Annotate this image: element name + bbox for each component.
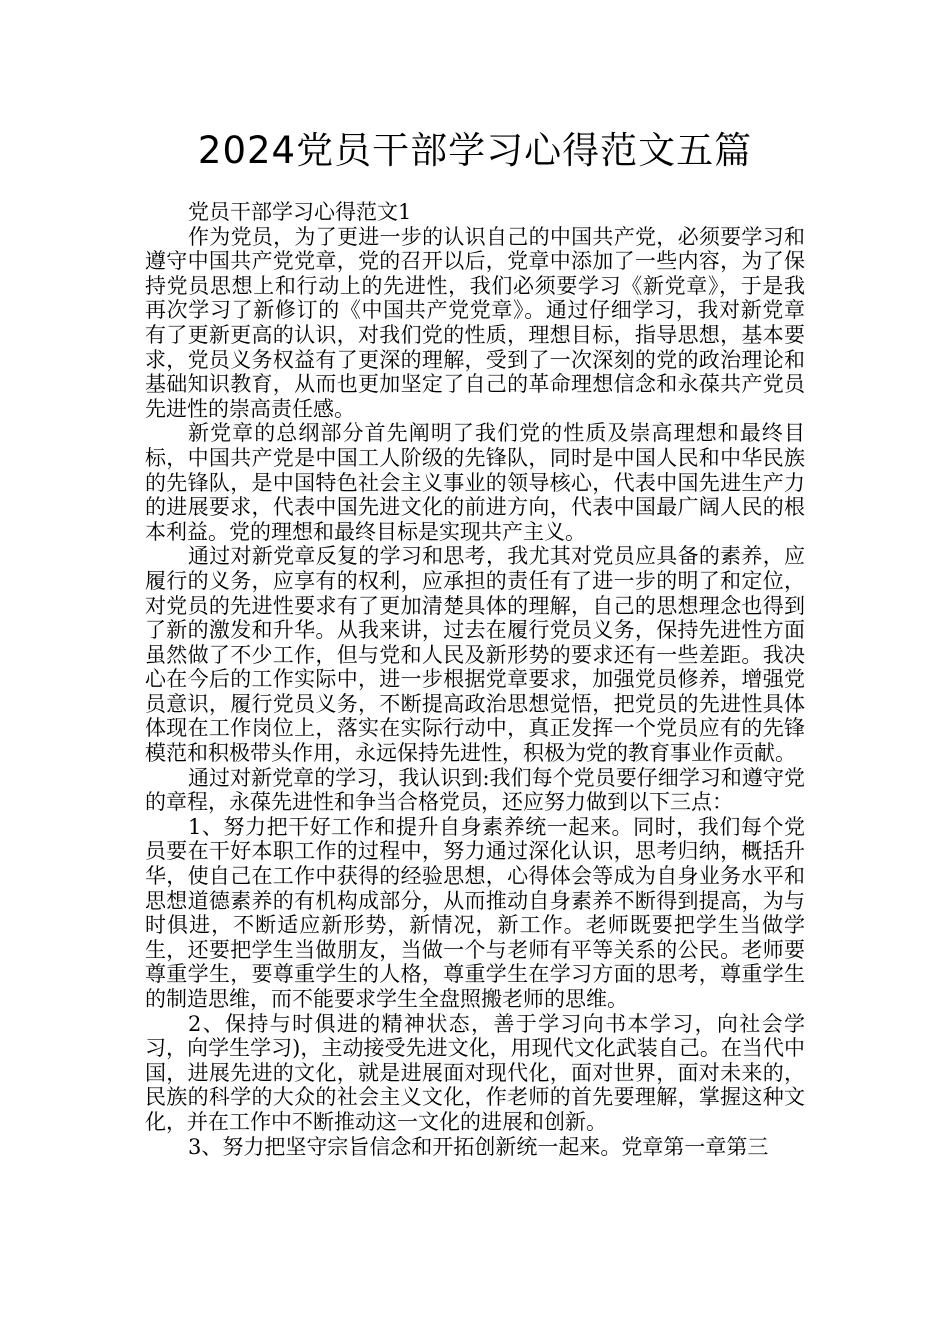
paragraph: 1、努力把干好工作和提升自身素养统一起来。同时，我们每个党员要在干好本职工作的过程中，努力通过深化认识，思考归纳，概括升华，使自己在工作中获得的经验思想，心得体会等成为自身业务水平和思想道德素养的有机构成部分，从而推动自身素养不断得到提高，为与时俱进，不断适应新形势，新情况，新工作。老师既要把学生当做学生，还要把学生当做朋友，当做一个与老师有平等关系的公民。老师要尊重学生，要尊重学生的人格，尊重学生在学习方面的思考，尊重学生的制造思维，而不能要求学生全盘照搬老师的思维。	[145, 814, 805, 1011]
paragraph: 作为党员，为了更进一步的认识自己的中国共产党，必须要学习和遵守中国共产党党章，党的召开以后，党章中添加了一些内容，为了保持党员思想上和行动上的先进性，我们必须要学习《新党章》，于是我再次学习了新修订的《中国共产党党章》。通过仔细学习，我对新党章有了更新更高的认识，对我们党的性质，理想目标，指导思想，基本要求，党员义务权益有了更深的理解，受到了一次深刻的党的政治理论和基础知识教育，从而也更加坚定了自己的革命理想信念和永葆共产党员先进性的崇高责任感。	[145, 224, 805, 421]
paragraph: 通过对新党章的学习，我认识到:我们每个党员要仔细学习和遵守党的章程，永葆先进性和争当合格党员，还应努力做到以下三点：	[145, 765, 805, 815]
paragraph: 2、保持与时俱进的精神状态，善于学习向书本学习，向社会学习，向学生学习)，主动接受先进文化，用现代文化武装自己。在当代中国，进展先进的文化，就是进展面对现代化，面对世界，面对未来的，民族的科学的大众的社会主义文化，作老师的首先要理解，掌握这种文化，并在工作中不断推动这一文化的进展和创新。	[145, 1011, 805, 1134]
section-heading: 党员干部学习心得范文1	[188, 200, 412, 224]
document-title: 2024党员干部学习心得范文五篇	[197, 129, 753, 172]
paragraph: 通过对新党章反复的学习和思考，我尤其对党员应具备的素养，应履行的义务，应享有的权利，应承担的责任有了进一步的明了和定位，对党员的先进性要求有了更加清楚具体的理解，自己的思想理念也得到了新的激发和升华。从我来讲，过去在履行党员义务，保持先进性方面虽然做了不少工作，但与党和人民及新形势的要求还有一些差距。我决心在今后的工作实际中，进一步根据党章要求，加强党员修养，增强党员意识，履行党员义务，不断提高政治思想觉悟，把党员的先进性具体体现在工作岗位上，落实在实际行动中，真正发挥一个党员应有的先锋模范和积极带头作用，永远保持先进性，积极为党的教育事业作贡献。	[145, 544, 805, 766]
paragraph: 3、努力把坚守宗旨信念和开拓创新统一起来。党章第一章第三	[188, 1134, 769, 1159]
paragraph: 新党章的总纲部分首先阐明了我们党的性质及崇高理想和最终目标，中国共产党是中国工人阶级的先锋队，同时是中国人民和中华民族的先锋队，是中国特色社会主义事业的领导核心，代表中国先进生产力的进展要求，代表中国先进文化的前进方向，代表中国最广阔人民的根本利益。党的理想和最终目标是实现共产主义。	[145, 421, 805, 544]
document-body	[145, 200, 805, 1159]
